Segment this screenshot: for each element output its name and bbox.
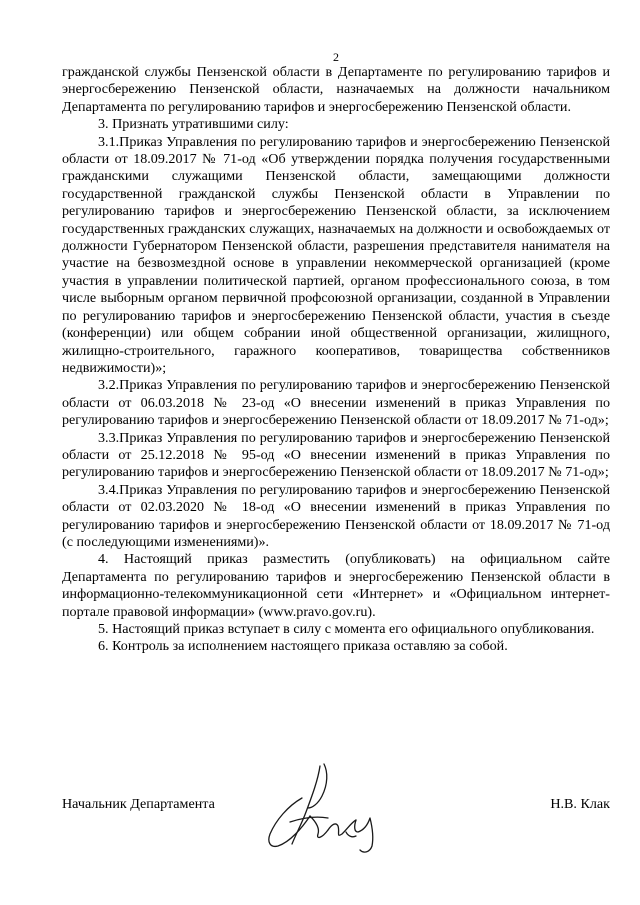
paragraph-continuation: гражданской службы Пензенской области в Департаменте по регулированию тарифов и энергосбережению Пензенской области, назначаемых на должности начальником Департамента по регулированию тарифов и энергосбережению Пензенской области. — [62, 64, 610, 115]
paragraph-item-3-3: 3.3.Приказ Управления по регулированию тарифов и энергосбережению Пензенской области от 25.12.2018 № 95-од «О внесении изменений в приказ Управления по регулированию тарифов и энергосбережению Пензенской области от 18.09.2017 № 71-од»; — [62, 429, 610, 481]
paragraph-item-3: 3. Признать утратившими силу: — [98, 116, 289, 133]
paragraph-item-6: 6. Контроль за исполнением настоящего приказа оставляю за собой. — [98, 638, 508, 655]
paragraph-item-3-1: 3.1.Приказ Управления по регулированию тарифов и энергосбережению Пензенской области от 18.09.2017 № 71-од «Об утверждении порядка получения государственными гражданскими служащими Пензенской области, замещающими должности государственной гражданской службы Пензенской области в Управлении по регулированию тарифов и энергосбережению Пензенской области, за исключением государственных гражданских служащих, назначаемых на должности и освобождаемых от должности Губернатором Пензенской области, разрешения представителя нанимателя на участие на безвозмездной основе в управлении некоммерческой организацией (кроме участия в управлении политической партией, органом профессионального союза, в том числе выборным органом первичной профсоюзной организации, созданной в Управлении по регулированию тарифов и энергосбережению Пензенской области, участия в съезде (конференции) или общем собрании иной общественной организации, жилищного, жилищно-строительного, гаражного кооперативов, товарищества собственников недвижимости)»; — [62, 133, 610, 376]
paragraph-item-3-2: 3.2.Приказ Управления по регулированию тарифов и энергосбережению Пензенской области от 06.03.2018 № 23-од «О внесении изменений в приказ Управления по регулированию тарифов и энергосбережению Пензенской области от 18.09.2017 № 71-од»; — [62, 377, 610, 429]
signer-name: Н.В. Клак — [550, 796, 610, 812]
handwritten-signature — [262, 762, 382, 857]
paragraph-item-3-4: 3.4.Приказ Управления по регулированию тарифов и энергосбережению Пензенской области от 02.03.2020 № 18-од «О внесении изменений в приказ Управления по регулированию тарифов и энергосбережению Пензенской области от 18.09.2017 № 71-од (с последующими изменениями)». — [62, 481, 610, 550]
paragraph-item-5: 5. Настоящий приказ вступает в силу с момента его официального опубликования. — [98, 621, 595, 637]
signer-title: Начальник Департамента — [62, 796, 215, 812]
paragraph-item-4: 4. Настоящий приказ разместить (опубликовать) на официальном сайте Департамента по регулированию тарифов и энергосбережению Пензенской области в информационно-телекоммуникационной сети «Интернет» и «Официальном интернет-портале правовой информации» (www.pravo.gov.ru). — [62, 551, 610, 620]
document-body — [62, 64, 610, 656]
page-number: 2 — [333, 50, 339, 64]
